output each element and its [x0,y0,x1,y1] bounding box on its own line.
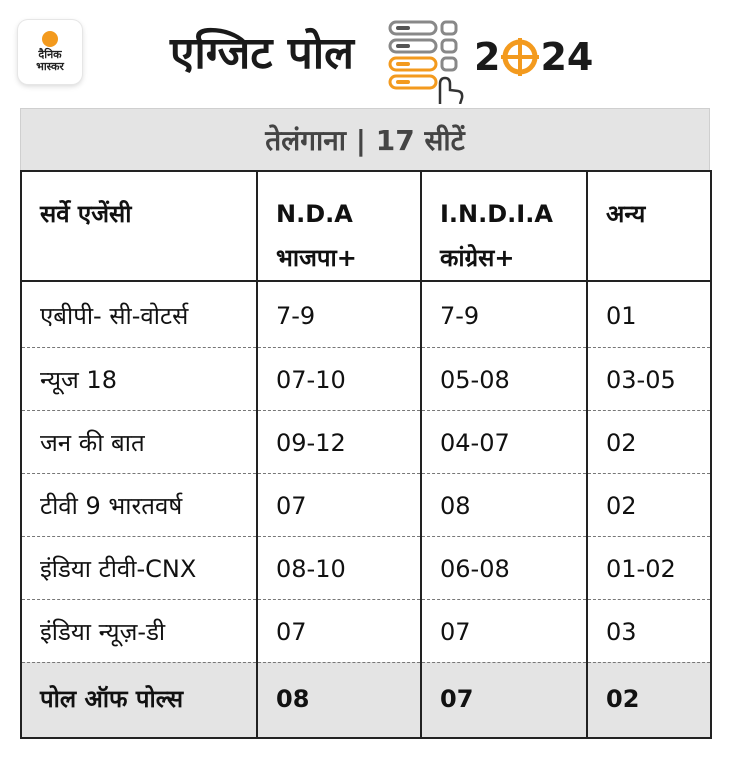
nda-cell: 09-12 [257,410,421,473]
india-cell: 05-08 [421,347,587,410]
nda-cell: 08-10 [257,536,421,599]
agency-cell: इंडिया न्यूज़-डी [21,599,257,662]
nda-cell: 7-9 [257,281,421,347]
agency-cell: एबीपी- सी-वोटर्स [21,281,257,347]
nda-cell: 07-10 [257,347,421,410]
header-agency: सर्वे एजेंसी [21,171,257,281]
state-bar: तेलंगाना | 17 सीटें [20,108,710,170]
total-agency-cell: पोल ऑफ पोल्स [21,662,257,738]
header-india-sub: कांग्रेस+ [440,244,515,272]
nda-cell: 07 [257,599,421,662]
year-prefix: 2 [474,35,501,79]
header [0,0,730,108]
total-others-cell: 02 [587,662,711,738]
header-india-label: I.N.D.I.A [440,200,553,228]
agency-cell: टीवी 9 भारतवर्ष [21,473,257,536]
header-row [21,171,711,281]
results-table [20,170,712,739]
india-cell: 04-07 [421,410,587,473]
agency-cell: जन की बात [21,410,257,473]
india-cell: 07 [421,599,587,662]
logo-line-2: भास्कर [36,60,64,73]
poll-of-polls-row [21,662,711,738]
header-others: अन्य [587,171,711,281]
exit-poll-table [20,108,710,739]
ballot-machine-icon [388,20,464,104]
table-row [21,281,711,347]
table-row [21,410,711,473]
header-nda [257,171,421,281]
others-cell: 03 [587,599,711,662]
table-row [21,599,711,662]
others-cell: 01-02 [587,536,711,599]
table-row [21,536,711,599]
dainik-bhaskar-logo[interactable] [18,20,82,84]
agency-cell: न्यूज 18 [21,347,257,410]
page-title: एग्जिट पोल [170,28,354,79]
year-suffix: 24 [540,35,594,79]
table-row [21,473,711,536]
others-cell: 01 [587,281,711,347]
total-nda-cell: 08 [257,662,421,738]
target-zero-icon [501,38,539,76]
table-row [21,347,711,410]
header-nda-label: N.D.A [276,200,353,228]
india-cell: 7-9 [421,281,587,347]
sun-icon [42,31,58,47]
others-cell: 03-05 [587,347,711,410]
header-india [421,171,587,281]
others-cell: 02 [587,410,711,473]
logo-line-1: दैनिक [38,48,62,61]
year-2024 [474,34,593,80]
india-cell: 08 [421,473,587,536]
nda-cell: 07 [257,473,421,536]
india-cell: 06-08 [421,536,587,599]
others-cell: 02 [587,473,711,536]
header-nda-sub: भाजपा+ [276,244,357,272]
agency-cell: इंडिया टीवी-CNX [21,536,257,599]
total-india-cell: 07 [421,662,587,738]
